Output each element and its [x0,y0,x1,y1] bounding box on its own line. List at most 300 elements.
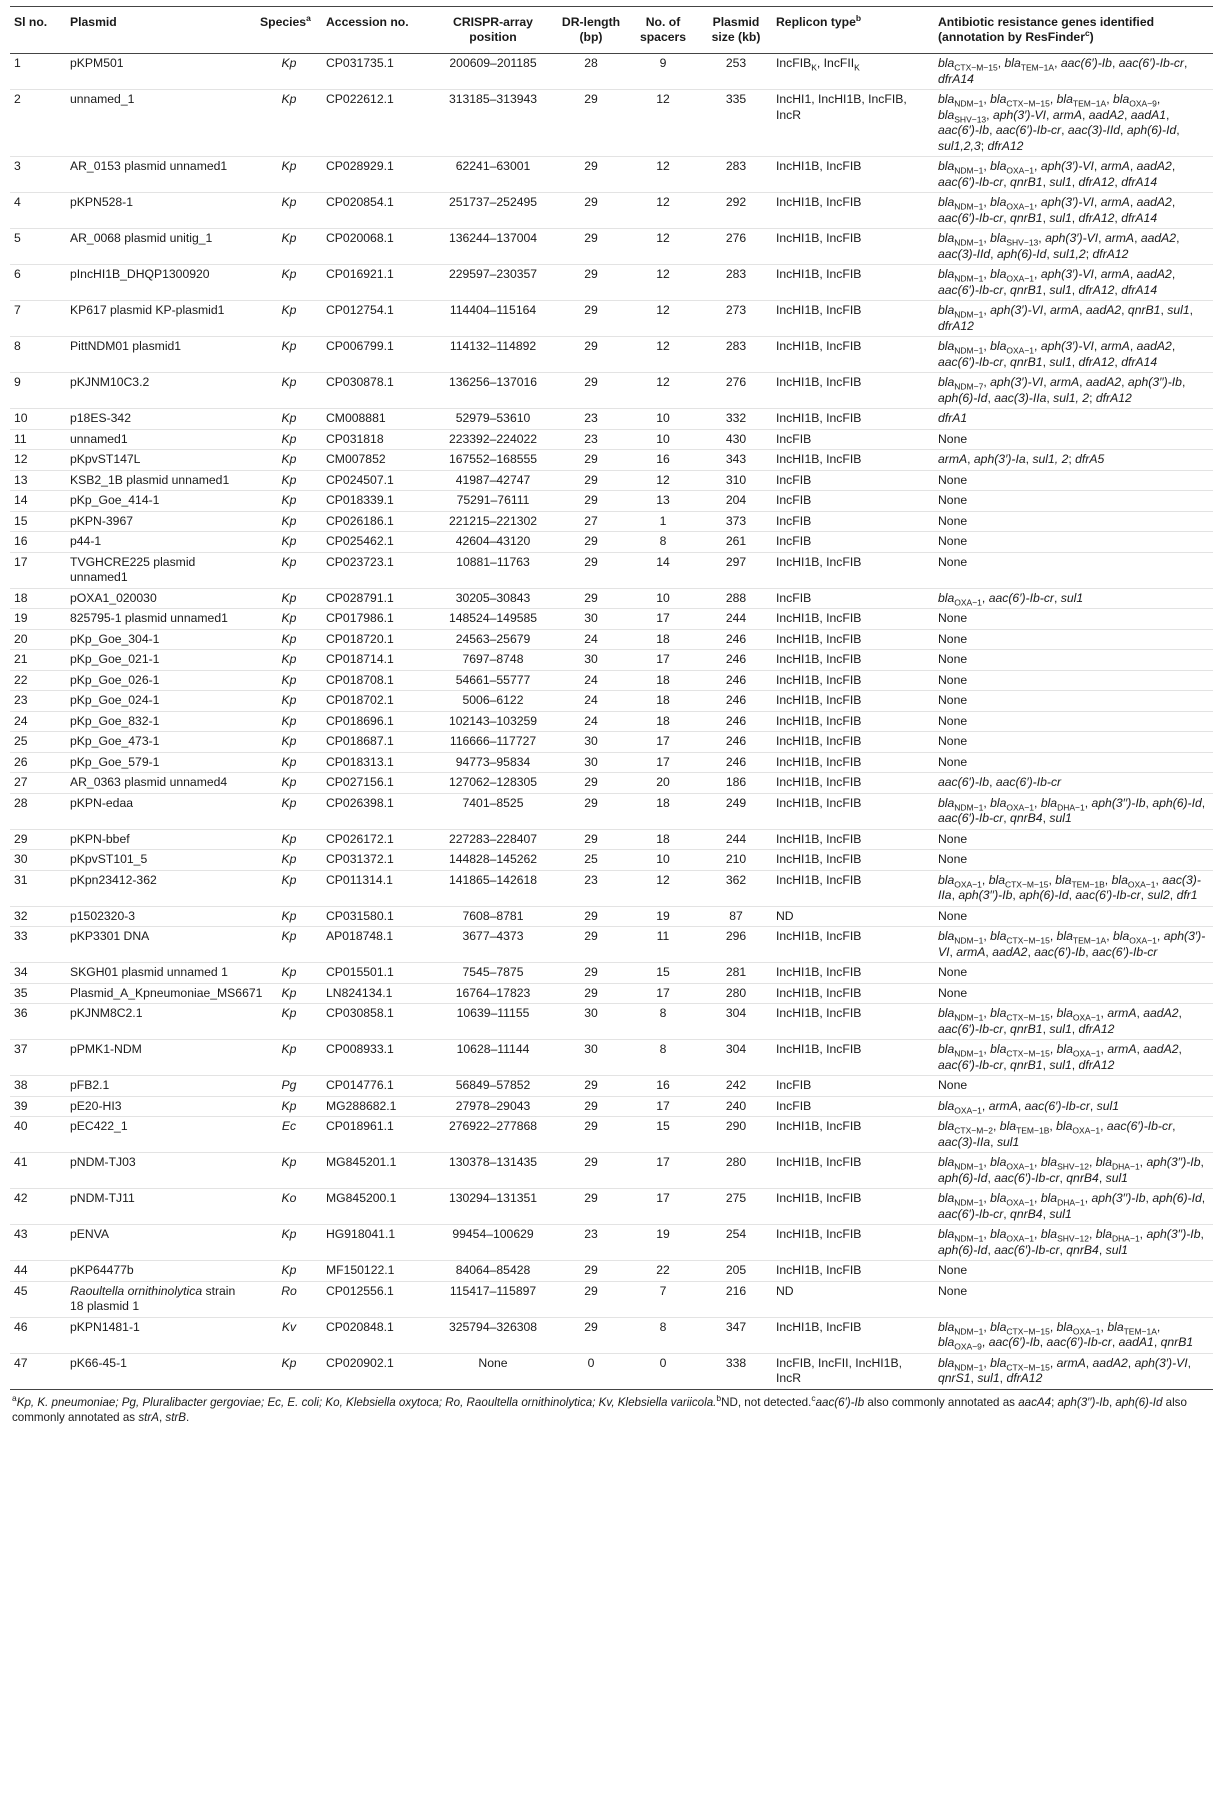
cell-replicon: IncFIB [772,470,934,491]
cell-spacers: 18 [626,670,700,691]
cell-plasmid-size: 246 [700,629,772,650]
cell-species: Kp [256,650,322,671]
cell-plasmid: pKp_Goe_021-1 [66,650,256,671]
cell-species: Ko [256,1189,322,1225]
cell-plasmid: pKPN-3967 [66,511,256,532]
cell-accession: CP008933.1 [322,1040,430,1076]
cell-replicon: IncHI1B, IncFIB [772,1040,934,1076]
cell-crispr-position: 136256–137016 [430,373,556,409]
cell-plasmid-size: 343 [700,450,772,471]
cell-plasmid-size: 244 [700,609,772,630]
cell-sl-no: 33 [10,927,66,963]
table-row [10,1096,1213,1117]
cell-spacers: 18 [626,829,700,850]
cell-accession: CP026398.1 [322,793,430,829]
cell-resistance-genes: armA, aph(3′)-Ia, sul1, 2; dfrA5 [934,450,1213,471]
cell-accession: MF150122.1 [322,1261,430,1282]
cell-species: Kp [256,229,322,265]
cell-plasmid-size: 242 [700,1076,772,1097]
cell-crispr-position: 136244–137004 [430,229,556,265]
cell-plasmid-size: 280 [700,1153,772,1189]
cell-replicon: IncFIB$_K$, IncFII$_K$ [772,54,934,90]
cell-sl-no: 19 [10,609,66,630]
cell-dr-length: 29 [556,793,626,829]
cell-replicon: IncHI1B, IncFIB [772,691,934,712]
cell-sl-no: 8 [10,337,66,373]
cell-plasmid: p18ES-342 [66,409,256,430]
cell-accession: CP020848.1 [322,1317,430,1353]
cell-accession: CP020068.1 [322,229,430,265]
cell-sl-no: 45 [10,1281,66,1317]
cell-species: Kp [256,1096,322,1117]
cell-resistance-genes: None [934,429,1213,450]
table-row [10,609,1213,630]
cell-dr-length: 29 [556,1261,626,1282]
cell-accession: CP017986.1 [322,609,430,630]
cell-spacers: 17 [626,1189,700,1225]
cell-crispr-position: 84064–85428 [430,1261,556,1282]
cell-crispr-position: None [430,1353,556,1389]
table-row [10,1261,1213,1282]
cell-dr-length: 29 [556,588,626,609]
cell-crispr-position: 325794–326308 [430,1317,556,1353]
cell-plasmid: KP617 plasmid KP-plasmid1 [66,301,256,337]
cell-accession: CP018708.1 [322,670,430,691]
cell-resistance-genes: bla$_{NDM-1}$, bla$_{CTX-M-15}$, bla$_{OXA-1}$, armA, aadA2, aac(6′)-Ib-cr, qnrB1, sul1, dfrA12 [934,1040,1213,1076]
cell-replicon: ND [772,906,934,927]
cell-replicon: IncHI1B, IncFIB [772,1153,934,1189]
cell-sl-no: 7 [10,301,66,337]
cell-crispr-position: 3677–4373 [430,927,556,963]
cell-crispr-position: 223392–224022 [430,429,556,450]
table-row [10,588,1213,609]
table-row [10,1004,1213,1040]
cell-plasmid: pKp_Goe_026-1 [66,670,256,691]
cell-sl-no: 16 [10,532,66,553]
cell-resistance-genes: bla$_{NDM-1}$, bla$_{OXA-1}$, bla$_{DHA-1}$, aph(3′′)-Ib, aph(6)-Id, aac(6′)-Ib-cr, qnrB4, sul1 [934,1189,1213,1225]
cell-plasmid-size: 254 [700,1225,772,1261]
cell-sl-no: 42 [10,1189,66,1225]
cell-accession: CP018696.1 [322,711,430,732]
cell-replicon: IncHI1B, IncFIB [772,629,934,650]
cell-resistance-genes: bla$_{NDM-1}$, bla$_{CTX-M-15}$, bla$_{TEM-1A}$, bla$_{OXA-1}$, aph(3′)-VI, armA, aadA2, aac(6′)-Ib, aac(6′)-Ib-cr [934,927,1213,963]
cell-spacers: 8 [626,532,700,553]
cell-replicon: IncHI1B, IncFIB [772,552,934,588]
cell-resistance-genes: bla$_{CTX-M-2}$, bla$_{TEM-1B}$, bla$_{OXA-1}$, aac(6′)-Ib-cr, aac(3)-IIa, sul1 [934,1117,1213,1153]
cell-spacers: 18 [626,711,700,732]
cell-replicon: IncHI1B, IncFIB [772,829,934,850]
cell-resistance-genes: bla$_{NDM-1}$, bla$_{OXA-1}$, bla$_{SHV-12}$, bla$_{DHA-1}$, aph(3′′)-Ib, aph(6)-Id, aac(6′)-Ib-cr, qnrB4, sul1 [934,1153,1213,1189]
cell-replicon: IncFIB [772,1076,934,1097]
cell-dr-length: 29 [556,157,626,193]
cell-replicon: IncFIB [772,511,934,532]
cell-sl-no: 41 [10,1153,66,1189]
cell-species: Kp [256,1153,322,1189]
cell-plasmid-size: 273 [700,301,772,337]
cell-crispr-position: 99454–100629 [430,1225,556,1261]
table-row [10,532,1213,553]
cell-species: Kp [256,337,322,373]
cell-accession: CP020902.1 [322,1353,430,1389]
header-row [10,7,1213,54]
cell-sl-no: 10 [10,409,66,430]
cell-dr-length: 29 [556,983,626,1004]
cell-accession: CP014776.1 [322,1076,430,1097]
cell-sl-no: 12 [10,450,66,471]
cell-species: Kp [256,793,322,829]
table-row [10,511,1213,532]
cell-species: Kp [256,609,322,630]
cell-species: Kp [256,711,322,732]
table-row [10,229,1213,265]
cell-crispr-position: 114132–114892 [430,337,556,373]
cell-sl-no: 15 [10,511,66,532]
cell-spacers: 17 [626,650,700,671]
cell-crispr-position: 144828–145262 [430,850,556,871]
table-row [10,1225,1213,1261]
table-row [10,54,1213,90]
cell-plasmid: pKPN-edaa [66,793,256,829]
cell-spacers: 17 [626,1096,700,1117]
cell-accession: CP006799.1 [322,337,430,373]
cell-replicon: IncHI1B, IncFIB [772,927,934,963]
cell-dr-length: 27 [556,511,626,532]
cell-plasmid: KSB2_1B plasmid unnamed1 [66,470,256,491]
table-row [10,906,1213,927]
cell-resistance-genes: bla$_{NDM-1}$, bla$_{SHV-13}$, aph(3′)-VI, armA, aadA2, aac(3)-IId, aph(6)-Id, sul1,2; dfrA12 [934,229,1213,265]
cell-accession: CP028791.1 [322,588,430,609]
table-row [10,850,1213,871]
cell-dr-length: 29 [556,229,626,265]
cell-species: Kp [256,670,322,691]
cell-crispr-position: 229597–230357 [430,265,556,301]
cell-resistance-genes: bla$_{OXA-1}$, aac(6′)-Ib-cr, sul1 [934,588,1213,609]
cell-sl-no: 31 [10,870,66,906]
cell-sl-no: 23 [10,691,66,712]
cell-plasmid-size: 373 [700,511,772,532]
cell-plasmid-size: 280 [700,983,772,1004]
cell-plasmid-size: 249 [700,793,772,829]
cell-plasmid-size: 246 [700,691,772,712]
cell-resistance-genes: None [934,491,1213,512]
cell-species: Kp [256,983,322,1004]
cell-dr-length: 29 [556,1189,626,1225]
cell-plasmid: pKpn23412-362 [66,870,256,906]
cell-spacers: 18 [626,793,700,829]
cell-accession: CP030858.1 [322,1004,430,1040]
cell-spacers: 12 [626,157,700,193]
table-row [10,409,1213,430]
cell-resistance-genes: bla$_{CTX-M-15}$, bla$_{TEM-1A}$, aac(6′)-Ib, aac(6′)-Ib-cr, dfrA14 [934,54,1213,90]
cell-sl-no: 17 [10,552,66,588]
cell-plasmid-size: 304 [700,1004,772,1040]
cell-spacers: 12 [626,90,700,157]
cell-spacers: 9 [626,54,700,90]
cell-sl-no: 4 [10,193,66,229]
cell-crispr-position: 227283–228407 [430,829,556,850]
cell-plasmid: pKJNM8C2.1 [66,1004,256,1040]
cell-sl-no: 26 [10,752,66,773]
cell-replicon: IncFIB [772,1096,934,1117]
cell-spacers: 0 [626,1353,700,1389]
cell-crispr-position: 94773–95834 [430,752,556,773]
cell-resistance-genes: None [934,711,1213,732]
cell-resistance-genes: bla$_{OXA-1}$, bla$_{CTX-M-15}$, bla$_{TEM-1B}$, bla$_{OXA-1}$, aac(3)-IIa, aph(3′′)-Ib, aph(6)-Id, aac(6′)-Ib-cr, sul2, dfr1 [934,870,1213,906]
cell-spacers: 17 [626,752,700,773]
cell-crispr-position: 10639–11155 [430,1004,556,1040]
cell-accession: CP030878.1 [322,373,430,409]
cell-accession: MG845200.1 [322,1189,430,1225]
cell-accession: CP025462.1 [322,532,430,553]
table-row [10,301,1213,337]
cell-species: Kp [256,829,322,850]
cell-sl-no: 18 [10,588,66,609]
cell-accession: CP011314.1 [322,870,430,906]
cell-resistance-genes: bla$_{NDM-1}$, bla$_{OXA-1}$, aph(3′)-VI, armA, aadA2, aac(6′)-Ib-cr, qnrB1, sul1, dfrA12, dfrA14 [934,337,1213,373]
header-dr-length: DR-length (bp) [556,7,626,54]
cell-plasmid: AR_0153 plasmid unnamed1 [66,157,256,193]
cell-crispr-position: 10628–11144 [430,1040,556,1076]
cell-resistance-genes: bla$_{NDM-1}$, bla$_{OXA-1}$, aph(3′)-VI, armA, aadA2, aac(6′)-Ib-cr, qnrB1, sul1, dfrA12, dfrA14 [934,265,1213,301]
cell-plasmid: pKpvST147L [66,450,256,471]
cell-sl-no: 30 [10,850,66,871]
cell-plasmid: PittNDM01 plasmid1 [66,337,256,373]
cell-dr-length: 30 [556,609,626,630]
table-row [10,773,1213,794]
cell-plasmid: pKPN1481-1 [66,1317,256,1353]
cell-resistance-genes: None [934,829,1213,850]
cell-dr-length: 30 [556,650,626,671]
table-row [10,337,1213,373]
cell-sl-no: 1 [10,54,66,90]
cell-spacers: 7 [626,1281,700,1317]
cell-species: Kp [256,470,322,491]
cell-replicon: IncHI1B, IncFIB [772,1317,934,1353]
cell-resistance-genes: bla$_{NDM-1}$, bla$_{CTX-M-15}$, bla$_{OXA-1}$, armA, aadA2, aac(6′)-Ib-cr, qnrB1, sul1, dfrA12 [934,1004,1213,1040]
cell-species: Kp [256,629,322,650]
cell-plasmid-size: 335 [700,90,772,157]
cell-dr-length: 23 [556,870,626,906]
cell-dr-length: 0 [556,1353,626,1389]
cell-dr-length: 29 [556,1076,626,1097]
cell-plasmid: pKPM501 [66,54,256,90]
cell-accession: CP018339.1 [322,491,430,512]
cell-replicon: IncHI1B, IncFIB [772,1189,934,1225]
table-row [10,752,1213,773]
cell-crispr-position: 54661–55777 [430,670,556,691]
cell-crispr-position: 130294–131351 [430,1189,556,1225]
cell-replicon: IncHI1B, IncFIB [772,609,934,630]
cell-spacers: 8 [626,1040,700,1076]
cell-sl-no: 47 [10,1353,66,1389]
cell-spacers: 12 [626,193,700,229]
cell-resistance-genes: bla$_{NDM-1}$, bla$_{OXA-1}$, aph(3′)-VI, armA, aadA2, aac(6′)-Ib-cr, qnrB1, sul1, dfrA12, dfrA14 [934,157,1213,193]
cell-plasmid: pKP3301 DNA [66,927,256,963]
cell-spacers: 12 [626,470,700,491]
cell-dr-length: 29 [556,927,626,963]
cell-accession: CP016921.1 [322,265,430,301]
cell-spacers: 17 [626,732,700,753]
cell-sl-no: 3 [10,157,66,193]
cell-plasmid-size: 276 [700,373,772,409]
cell-resistance-genes: None [934,650,1213,671]
cell-species: Kp [256,906,322,927]
cell-replicon: IncHI1B, IncFIB [772,1117,934,1153]
cell-resistance-genes: bla$_{OXA-1}$, armA, aac(6′)-Ib-cr, sul1 [934,1096,1213,1117]
cell-plasmid-size: 261 [700,532,772,553]
cell-accession: CM007852 [322,450,430,471]
cell-sl-no: 37 [10,1040,66,1076]
cell-accession: CP012556.1 [322,1281,430,1317]
cell-resistance-genes: None [934,1281,1213,1317]
cell-replicon: IncFIB, IncFII, IncHI1B, IncR [772,1353,934,1389]
cell-replicon: IncHI1B, IncFIB [772,1261,934,1282]
header-genes: Antibiotic resistance genes identified (annotation by ResFinder$^c$) [934,7,1213,54]
cell-spacers: 19 [626,1225,700,1261]
cell-resistance-genes: bla$_{NDM-1}$, bla$_{CTX-M-15}$, bla$_{TEM-1A}$, bla$_{OXA-9}$, bla$_{SHV-13}$, aph(3′)-VI, armA, aadA2, aadA1, aac(6′)-Ib, aac(6′)-Ib-cr, aac(3)-IId, aph(6)-Id, sul1,2,3; dfrA12 [934,90,1213,157]
header-sl: Sl no. [10,7,66,54]
table-row [10,373,1213,409]
cell-plasmid: pOXA1_020030 [66,588,256,609]
cell-spacers: 10 [626,429,700,450]
cell-dr-length: 29 [556,552,626,588]
cell-plasmid-size: 283 [700,157,772,193]
header-spacers: No. of spacers [626,7,700,54]
cell-dr-length: 23 [556,429,626,450]
cell-resistance-genes: None [934,470,1213,491]
cell-sl-no: 46 [10,1317,66,1353]
table-row [10,429,1213,450]
cell-crispr-position: 7545–7875 [430,963,556,984]
cell-plasmid-size: 253 [700,54,772,90]
cell-plasmid: unnamed1 [66,429,256,450]
cell-crispr-position: 56849–57852 [430,1076,556,1097]
cell-dr-length: 29 [556,906,626,927]
cell-crispr-position: 167552–168555 [430,450,556,471]
cell-resistance-genes: bla$_{NDM-1}$, bla$_{CTX-M-15}$, bla$_{OXA-1}$, bla$_{TEM-1A}$, bla$_{OXA-9}$, aac(6′)-Ib, aac(6′)-Ib-cr, aadA1, qnrB1 [934,1317,1213,1353]
cell-resistance-genes: None [934,850,1213,871]
cell-resistance-genes: aac(6′)-Ib, aac(6′)-Ib-cr [934,773,1213,794]
cell-spacers: 12 [626,229,700,265]
cell-spacers: 12 [626,870,700,906]
cell-plasmid-size: 283 [700,265,772,301]
cell-crispr-position: 5006–6122 [430,691,556,712]
cell-crispr-position: 75291–76111 [430,491,556,512]
header-species: Species$^a$ [256,7,322,54]
cell-accession: HG918041.1 [322,1225,430,1261]
cell-plasmid: pKp_Goe_473-1 [66,732,256,753]
cell-plasmid-size: 362 [700,870,772,906]
cell-dr-length: 25 [556,850,626,871]
cell-plasmid: pPMK1-NDM [66,1040,256,1076]
cell-dr-length: 28 [556,54,626,90]
cell-resistance-genes: bla$_{NDM-1}$, bla$_{OXA-1}$, aph(3′)-VI, armA, aadA2, aac(6′)-Ib-cr, qnrB1, sul1, dfrA12, dfrA14 [934,193,1213,229]
cell-resistance-genes: bla$_{NDM-1}$, bla$_{OXA-1}$, bla$_{SHV-12}$, bla$_{DHA-1}$, aph(3′′)-Ib, aph(6)-Id, aac(6′)-Ib-cr, qnrB4, sul1 [934,1225,1213,1261]
cell-replicon: IncHI1B, IncFIB [772,711,934,732]
cell-spacers: 10 [626,850,700,871]
table-row [10,1153,1213,1189]
cell-accession: CP027156.1 [322,773,430,794]
cell-sl-no: 27 [10,773,66,794]
table-row [10,90,1213,157]
cell-crispr-position: 313185–313943 [430,90,556,157]
cell-spacers: 16 [626,1076,700,1097]
cell-accession: CP031735.1 [322,54,430,90]
cell-plasmid: pNDM-TJ11 [66,1189,256,1225]
cell-spacers: 18 [626,691,700,712]
cell-accession: AP018748.1 [322,927,430,963]
cell-plasmid-size: 244 [700,829,772,850]
cell-replicon: IncHI1B, IncFIB [772,983,934,1004]
cell-plasmid: pKPN-bbef [66,829,256,850]
cell-accession: MG288682.1 [322,1096,430,1117]
cell-species: Kp [256,1004,322,1040]
cell-plasmid: pKP64477b [66,1261,256,1282]
cell-plasmid-size: 205 [700,1261,772,1282]
cell-sl-no: 43 [10,1225,66,1261]
cell-resistance-genes: None [934,691,1213,712]
cell-replicon: IncHI1B, IncFIB [772,1225,934,1261]
cell-accession: CP018702.1 [322,691,430,712]
cell-plasmid: pK66-45-1 [66,1353,256,1389]
table-row [10,983,1213,1004]
cell-plasmid-size: 210 [700,850,772,871]
table-row [10,193,1213,229]
cell-plasmid-size: 290 [700,1117,772,1153]
cell-dr-length: 24 [556,629,626,650]
cell-plasmid: pNDM-TJ03 [66,1153,256,1189]
table-row [10,1076,1213,1097]
cell-plasmid: p1502320-3 [66,906,256,927]
cell-plasmid-size: 347 [700,1317,772,1353]
cell-species: Kp [256,429,322,450]
cell-accession: CP023723.1 [322,552,430,588]
cell-replicon: IncFIB [772,532,934,553]
cell-crispr-position: 30205–30843 [430,588,556,609]
cell-replicon: ND [772,1281,934,1317]
cell-species: Kp [256,752,322,773]
cell-plasmid: pFB2.1 [66,1076,256,1097]
cell-dr-length: 29 [556,301,626,337]
cell-dr-length: 29 [556,773,626,794]
cell-replicon: IncHI1B, IncFIB [772,752,934,773]
cell-plasmid-size: 292 [700,193,772,229]
cell-dr-length: 30 [556,732,626,753]
table-row [10,793,1213,829]
cell-accession: CP018687.1 [322,732,430,753]
cell-dr-length: 29 [556,470,626,491]
cell-spacers: 22 [626,1261,700,1282]
cell-plasmid: pKp_Goe_024-1 [66,691,256,712]
cell-plasmid-size: 332 [700,409,772,430]
cell-resistance-genes: None [934,732,1213,753]
cell-crispr-position: 276922–277868 [430,1117,556,1153]
table-row [10,1353,1213,1389]
cell-spacers: 12 [626,373,700,409]
cell-crispr-position: 221215–221302 [430,511,556,532]
cell-sl-no: 20 [10,629,66,650]
cell-sl-no: 32 [10,906,66,927]
cell-dr-length: 24 [556,670,626,691]
cell-sl-no: 44 [10,1261,66,1282]
table-row [10,691,1213,712]
cell-plasmid: pIncHI1B_DHQP1300920 [66,265,256,301]
cell-plasmid-size: 87 [700,906,772,927]
cell-spacers: 17 [626,1153,700,1189]
cell-dr-length: 29 [556,450,626,471]
table-row [10,927,1213,963]
cell-dr-length: 24 [556,711,626,732]
